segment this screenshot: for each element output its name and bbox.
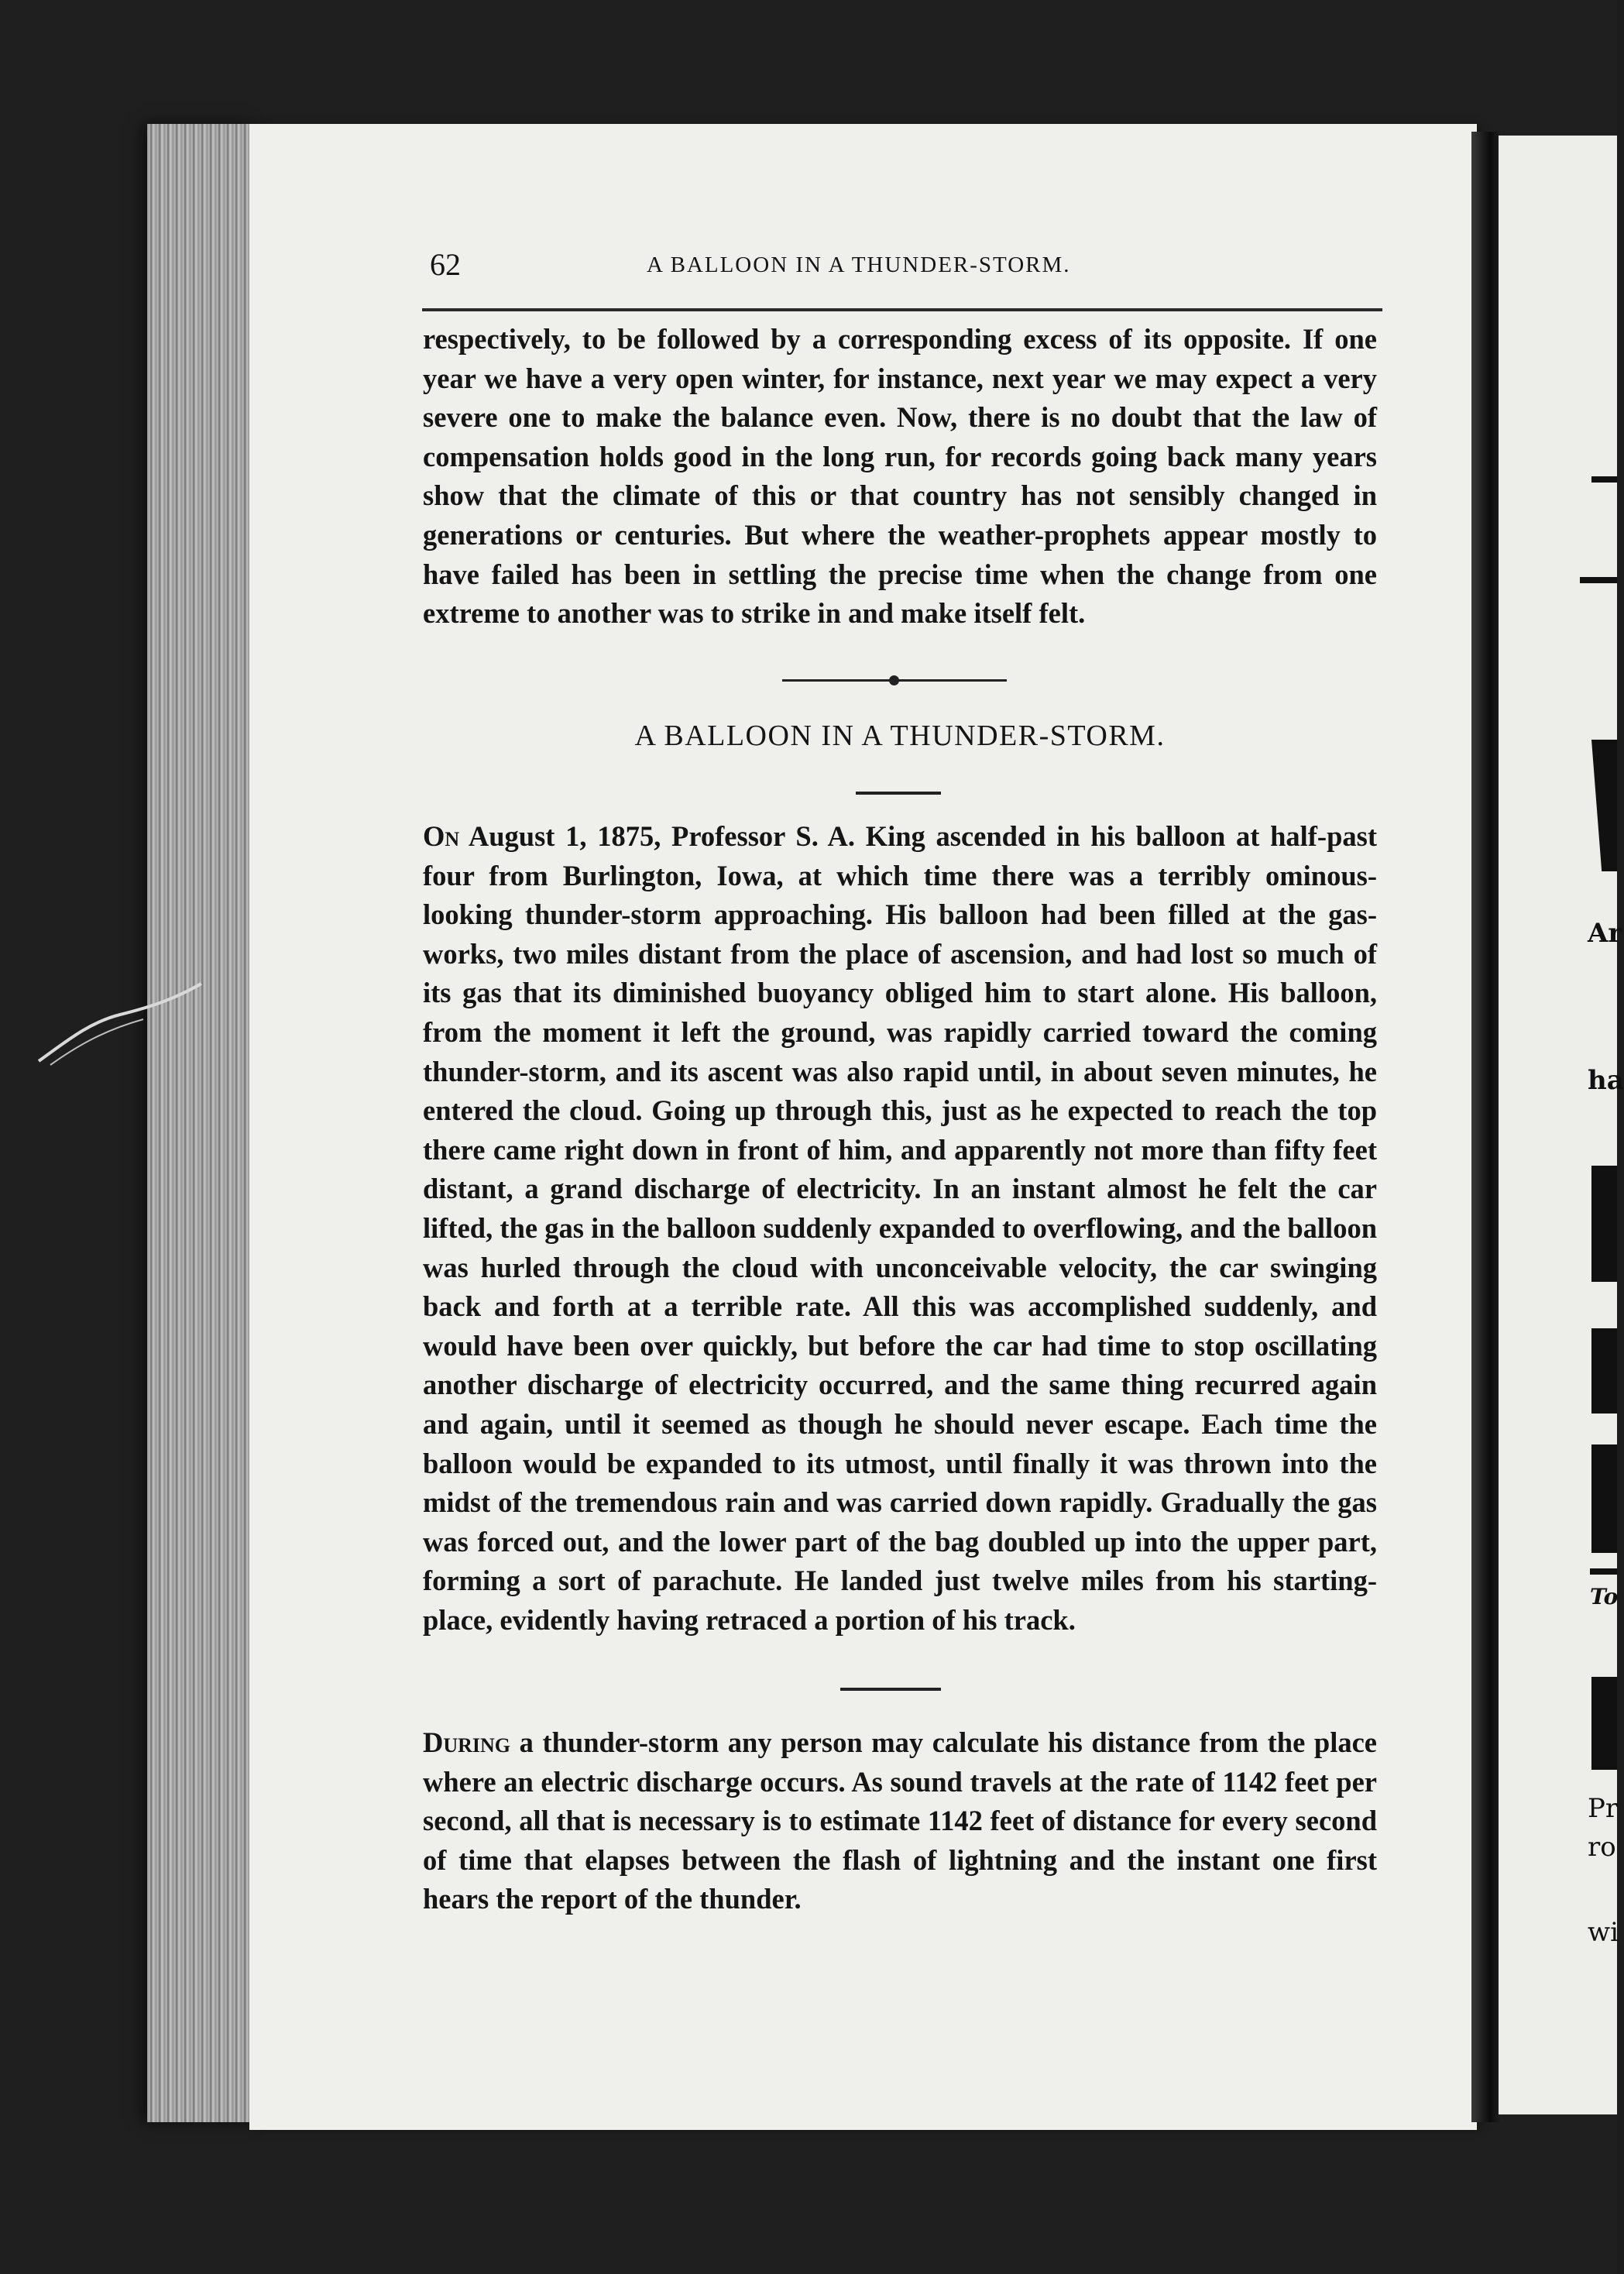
header-rule: [422, 308, 1382, 311]
running-head: [430, 246, 1379, 293]
page-number: 62: [430, 247, 461, 282]
balloon-paragraph: [423, 817, 1377, 1640]
facing-fragment: ro: [1588, 1832, 1616, 1863]
paragraph-body: a thunder-storm any person may calculate his distance from the place where an electric discharge occurs. As sound travels at the rate of 1142 feet per second, all that is necessary is to estimate 1142 feet of distance for every second of time that elapses between the flash of lightning and the instant one first hears the report of the thunder.: [423, 1726, 1377, 1915]
facing-fragment: wi: [1588, 1917, 1619, 1948]
facing-large-letter: [1591, 1444, 1617, 1553]
facing-fragment: Pr: [1588, 1793, 1619, 1824]
section-rule: [840, 1688, 941, 1691]
facing-large-letter: [1591, 1328, 1617, 1414]
page-edges: [147, 124, 256, 2122]
ornamental-divider: [782, 672, 1007, 688]
facing-fragment: To: [1590, 1584, 1619, 1609]
facing-fragment: Ar: [1588, 918, 1622, 949]
facing-rule: [1591, 476, 1617, 483]
title-rule: [856, 792, 941, 795]
intro-paragraph: respectively, to be followed by a corresponding excess of its opposite. If one year we have a very open winter, for instance, next year we may expect a very severe one to make the balance even. Now, there is no doubt that the law of compensation holds good in the long run, for records going back many years show that the climate of this or that country has not sensibly changed in generations or centuries. But where the weather-prophets appear mostly to have failed has been in settling the precise time when the change from one extreme to another was to strike in and make itself felt.: [423, 323, 1377, 630]
lead-word: On: [423, 820, 460, 852]
section-title: A BALLOON IN A THUNDER-STORM.: [634, 720, 1166, 752]
facing-fragment: ha: [1588, 1065, 1624, 1096]
paragraph-body: August 1, 1875, Professor S. A. King ascended in his balloon at half-past four from Burlington, Iowa, at which time there was a terribly ominous-looking thunder-storm approaching. His balloon had been filled at the gas-works, two miles distant from the place of ascension, and had lost so much of its gas that its diminished buoyancy obliged him to start alone. His balloon, from the moment it left the ground, was rapidly carried toward the coming thunder-storm, and its ascent was also rapid until, in about seven minutes, he entered the cloud. Going up through this, just as he expected to reach the top there came right down in front of him, and apparently not more than fifty feet distant, a grand discharge of electricity. In an instant almost he felt the car lifted, the gas in the balloon suddenly expanded to overflowing, and the balloon was hurled through the cloud with unconceivable velocity, the car swinging back and forth at a terrible rate. All this was accomplished suddenly, and would have been over quickly, but before the car had time to stop oscillating another discharge of electricity occurred, and the same thing recurred again and again, until it seemed as though he should never escape. Each time the balloon would be expanded to its utmost, until finally it was thrown into the midst of the tremendous rain and was carried down rapidly. Gradually the gas was forced out, and the lower part of the bag doubled up into the upper part, forming a sort of parachute. He landed just twelve miles from his starting-place, evidently having retraced a portion of his track.: [423, 820, 1377, 1636]
lead-word: During: [423, 1726, 511, 1758]
book-gutter: [1471, 132, 1502, 2122]
facing-large-letter: [1591, 1677, 1617, 1770]
facing-rule: [1580, 577, 1617, 583]
facing-page: [1499, 136, 1624, 2114]
thunder-paragraph: [423, 1723, 1377, 1919]
facing-large-letter: [1591, 740, 1617, 871]
facing-large-letter: [1591, 1166, 1617, 1282]
running-title: A BALLOON IN A THUNDER-STORM.: [647, 252, 1071, 277]
paper-fiber-streak: [35, 968, 205, 1069]
facing-rule: [1590, 1568, 1617, 1575]
